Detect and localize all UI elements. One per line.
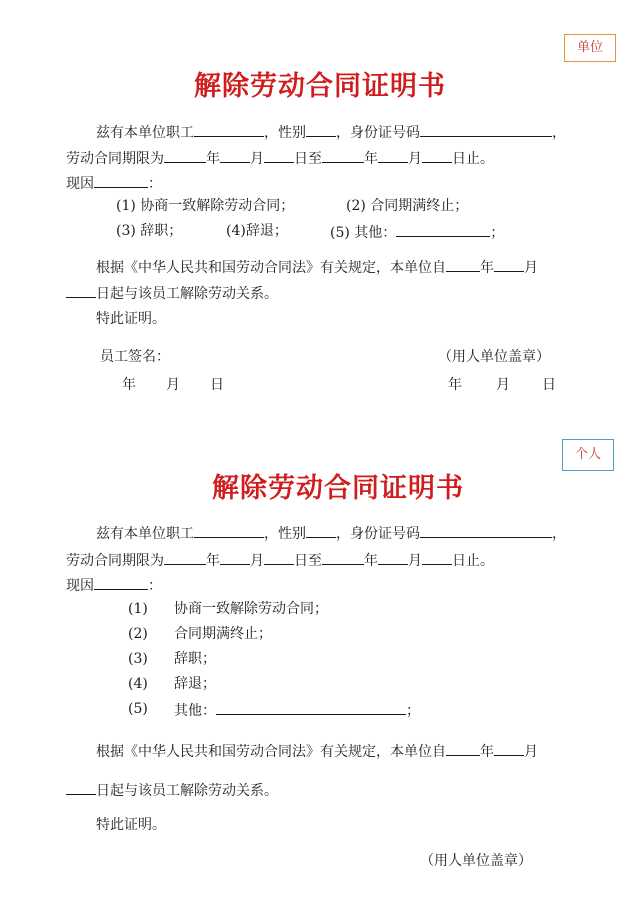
certify-text: 特此证明。 bbox=[96, 311, 166, 327]
option-2[interactable]: (2) 合同期满终止； bbox=[346, 198, 469, 214]
document-title: 解除劳动合同证明书 bbox=[212, 473, 464, 504]
start-day-blank[interactable] bbox=[264, 550, 294, 565]
employee-date-day: 日 bbox=[210, 377, 224, 393]
certify-text: 特此证明。 bbox=[96, 817, 166, 833]
document-title: 解除劳动合同证明书 bbox=[194, 71, 446, 102]
month-label: 月 bbox=[408, 553, 422, 569]
year-label: 年 bbox=[364, 151, 378, 167]
termination-month-blank[interactable] bbox=[494, 741, 524, 756]
year-label: 年 bbox=[480, 260, 494, 276]
termination-day-blank[interactable] bbox=[66, 283, 96, 298]
option-4[interactable]: 辞退； bbox=[174, 676, 216, 692]
employer-seal-label: （用人单位盖章） bbox=[420, 853, 532, 869]
day-to-label: 日至 bbox=[294, 151, 322, 167]
employee-label: 兹有本单位职工 bbox=[96, 125, 194, 141]
id-number-label: ，身份证号码 bbox=[336, 526, 420, 542]
option-3[interactable]: (3) 辞职； bbox=[116, 223, 183, 239]
gender-blank[interactable] bbox=[306, 122, 336, 137]
law-basis-text: 根据《中华人民共和国劳动合同法》有关规定，本单位自 bbox=[96, 260, 446, 276]
employee-name-blank[interactable] bbox=[194, 122, 264, 137]
employee-date-year: 年 bbox=[122, 377, 136, 393]
id-number-blank[interactable] bbox=[420, 122, 552, 137]
reason-label: 现因 bbox=[66, 176, 94, 192]
end-day-blank[interactable] bbox=[422, 550, 452, 565]
id-number-label: ，身份证号码 bbox=[336, 125, 420, 141]
month-label: 月 bbox=[250, 151, 264, 167]
employee-info-line bbox=[96, 523, 566, 543]
year-label: 年 bbox=[206, 553, 220, 569]
option-4-number: (4) bbox=[128, 676, 148, 692]
option-1[interactable]: (1) 协商一致解除劳动合同； bbox=[116, 198, 295, 214]
termination-year-blank[interactable] bbox=[446, 741, 480, 756]
contract-period-line bbox=[66, 550, 494, 570]
option-1[interactable]: 协商一致解除劳动合同； bbox=[174, 601, 328, 617]
reason-line bbox=[66, 575, 162, 595]
gender-label: ，性别 bbox=[264, 125, 306, 141]
reason-label: 现因 bbox=[66, 578, 94, 594]
contract-period-label: 劳动合同期限为 bbox=[66, 151, 164, 167]
day-end-label: 日止。 bbox=[452, 553, 494, 569]
option-5-number: (5) bbox=[128, 701, 148, 717]
comma: ， bbox=[552, 125, 566, 141]
option-3-number: (3) bbox=[128, 651, 148, 667]
employee-signature-label: 员工签名： bbox=[100, 349, 170, 365]
gender-blank[interactable] bbox=[306, 523, 336, 538]
end-month-blank[interactable] bbox=[378, 550, 408, 565]
contract-period-label: 劳动合同期限为 bbox=[66, 553, 164, 569]
law-basis-line bbox=[96, 257, 538, 277]
end-year-blank[interactable] bbox=[322, 148, 364, 163]
option-5 bbox=[330, 222, 504, 242]
option-5-label: 其他： bbox=[174, 703, 216, 719]
employer-date-month: 月 bbox=[496, 377, 510, 393]
end-month-blank[interactable] bbox=[378, 148, 408, 163]
employee-info-line bbox=[96, 122, 566, 142]
reason-line bbox=[66, 173, 162, 193]
option-2[interactable]: 合同期满终止； bbox=[174, 626, 272, 642]
month-label: 月 bbox=[524, 260, 538, 276]
employee-date-month: 月 bbox=[166, 377, 180, 393]
reason-blank[interactable] bbox=[94, 173, 148, 188]
termination-day-blank[interactable] bbox=[66, 780, 96, 795]
option-3[interactable]: 辞职； bbox=[174, 651, 216, 667]
id-number-blank[interactable] bbox=[420, 523, 552, 538]
employer-seal-label: （用人单位盖章） bbox=[438, 349, 550, 365]
reason-blank[interactable] bbox=[94, 575, 148, 590]
month-label: 月 bbox=[408, 151, 422, 167]
termination-day-line bbox=[66, 780, 278, 800]
month-label: 月 bbox=[524, 744, 538, 760]
unit-version-tag: 单位 bbox=[564, 34, 616, 62]
start-year-blank[interactable] bbox=[164, 148, 206, 163]
employee-label: 兹有本单位职工 bbox=[96, 526, 194, 542]
other-reason-blank[interactable] bbox=[396, 222, 490, 237]
semicolon: ； bbox=[490, 225, 505, 241]
termination-month-blank[interactable] bbox=[494, 257, 524, 272]
law-basis-text: 根据《中华人民共和国劳动合同法》有关规定，本单位自 bbox=[96, 744, 446, 760]
gender-label: ，性别 bbox=[264, 526, 306, 542]
option-4[interactable]: (4)辞退； bbox=[226, 223, 288, 239]
termination-statement: 日起与该员工解除劳动关系。 bbox=[96, 783, 278, 799]
start-month-blank[interactable] bbox=[220, 550, 250, 565]
end-year-blank[interactable] bbox=[322, 550, 364, 565]
personal-version-tag: 个人 bbox=[562, 439, 614, 471]
option-2-number: (2) bbox=[128, 626, 148, 642]
day-to-label: 日至 bbox=[294, 553, 322, 569]
termination-day-line bbox=[66, 283, 278, 303]
other-reason-blank[interactable] bbox=[216, 700, 406, 715]
comma: ， bbox=[552, 526, 566, 542]
option-5-label: (5) 其他： bbox=[330, 225, 397, 241]
year-label: 年 bbox=[480, 744, 494, 760]
start-day-blank[interactable] bbox=[264, 148, 294, 163]
employer-date-year: 年 bbox=[448, 377, 462, 393]
option-5 bbox=[174, 700, 420, 720]
contract-period-line bbox=[66, 148, 494, 168]
year-label: 年 bbox=[206, 151, 220, 167]
termination-year-blank[interactable] bbox=[446, 257, 480, 272]
employer-date-day: 日 bbox=[542, 377, 556, 393]
colon: ： bbox=[148, 176, 162, 192]
start-year-blank[interactable] bbox=[164, 550, 206, 565]
year-label: 年 bbox=[364, 553, 378, 569]
day-end-label: 日止。 bbox=[452, 151, 494, 167]
start-month-blank[interactable] bbox=[220, 148, 250, 163]
month-label: 月 bbox=[250, 553, 264, 569]
semicolon: ； bbox=[406, 703, 420, 719]
colon: ： bbox=[148, 578, 162, 594]
employee-name-blank[interactable] bbox=[194, 523, 264, 538]
termination-statement: 日起与该员工解除劳动关系。 bbox=[96, 286, 278, 302]
option-1-number: (1) bbox=[128, 601, 148, 617]
law-basis-line bbox=[96, 741, 538, 761]
end-day-blank[interactable] bbox=[422, 148, 452, 163]
